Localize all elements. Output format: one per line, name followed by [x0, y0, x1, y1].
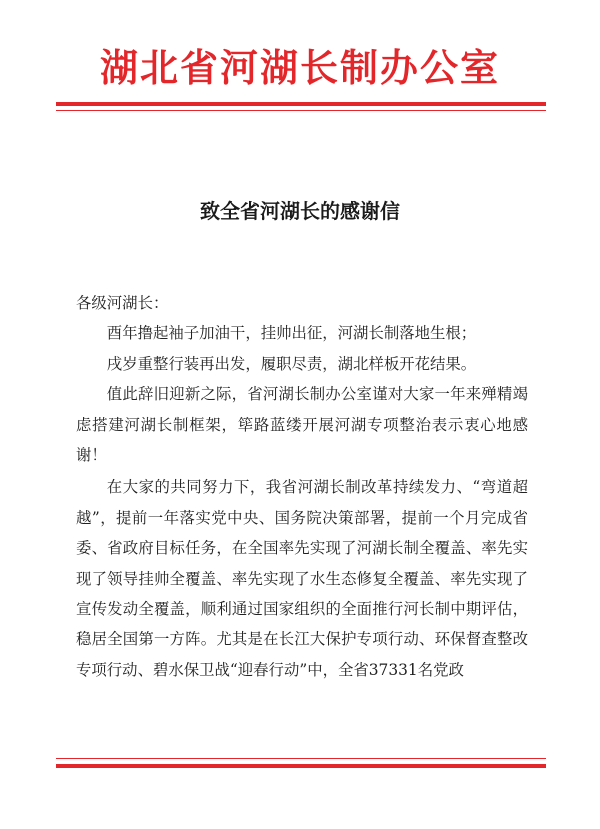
paragraph: 在大家的共同努力下，我省河湖长制改革持续发力、“弯道超越”，提前一年落实党中央、国务院决策部署，提前一个月完成省委、省政府目标任务，在全国率先实现了河湖长制全覆盖、率先实现了领导挂帅全覆盖、率先实现了水生态修复全覆盖、率先实现了宣传发动全覆盖，顺利通过国家组织的全面推行河长制中期评估，稳居全国第一方阵。尤其是在长江大保护专项行动、环保督查整改专项行动、碧水保卫战“迎春行动”中，全省37331名党政 [76, 478, 528, 679]
footer-rule-thin [56, 758, 546, 759]
paragraph: 酉年撸起袖子加油干，挂帅出征，河湖长制落地生根； [106, 324, 477, 343]
paragraph: 戌岁重整行装再出发，履职尽责，湖北样板开花结果。 [106, 354, 477, 373]
letter-title: 致全省河湖长的感谢信 [200, 199, 400, 223]
letterhead-rule-thick [56, 102, 546, 106]
organization-name: 湖北省河湖长制办公室 [99, 46, 500, 90]
letterhead-rule-thin [56, 110, 546, 111]
footer-rule-thick [56, 764, 546, 768]
paragraph: 值此辞旧迎新之际，省河湖长制办公室谨对大家一年来殚精竭虑搭建河湖长制框架，筚路蓝缕开展河湖专项整治表示衷心地感谢！ [76, 385, 528, 465]
letter-body [76, 288, 528, 685]
salutation: 各级河湖长： [76, 294, 169, 312]
